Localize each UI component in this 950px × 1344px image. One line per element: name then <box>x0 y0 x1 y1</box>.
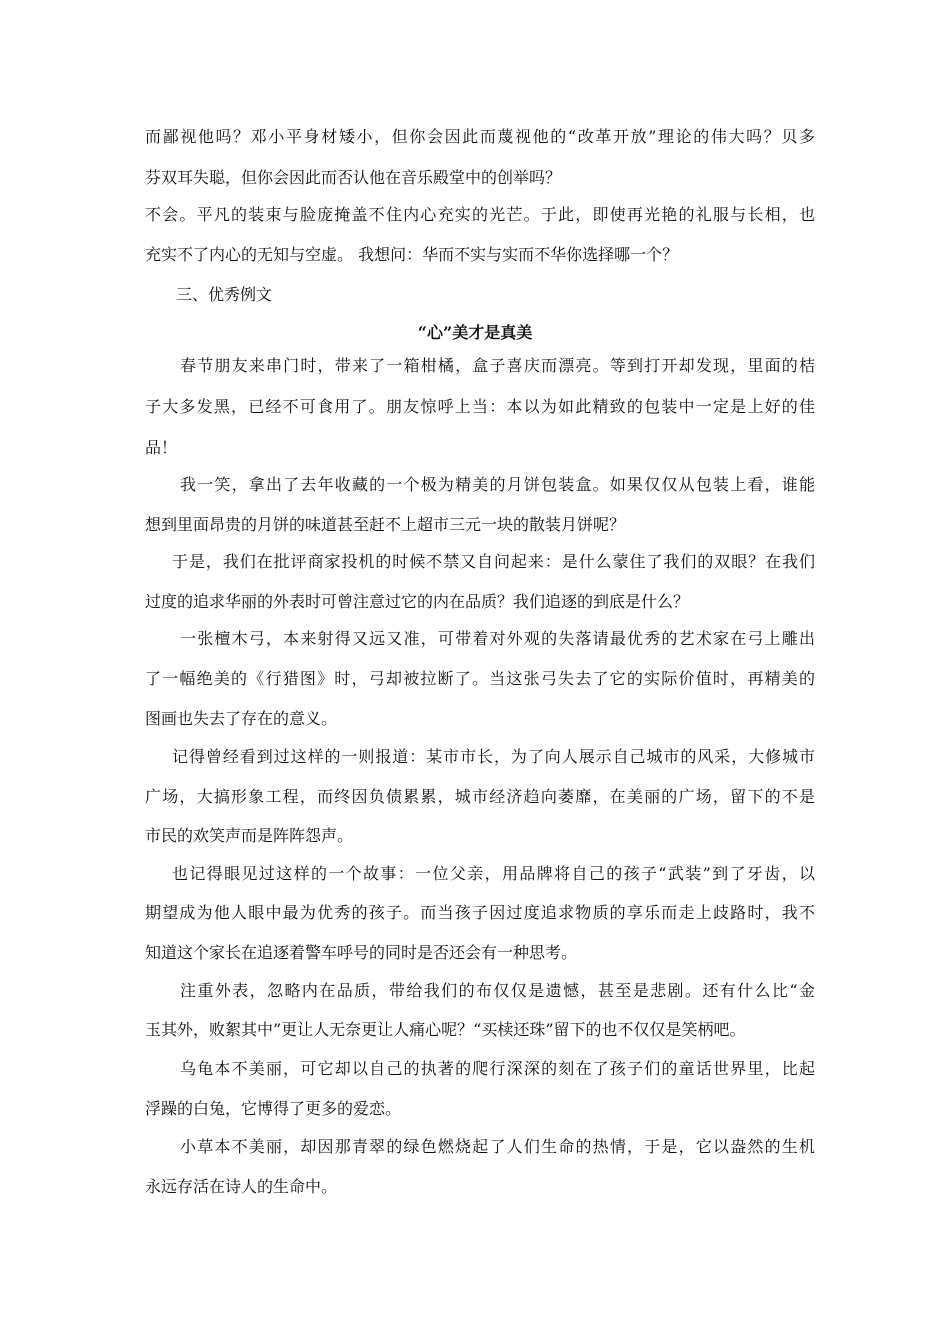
essay-line-11: 记得曾经看到过这样的一则报道：某市市长，为了向人展示自己城市的风采，大修城市 <box>172 747 815 766</box>
essay-line-18: 玉其外，败絮其中”更让人无奈更让人痛心呢？“买椟还珠”留下的也不仅仅是笑柄吧。 <box>145 1020 746 1039</box>
essay-line-12: 广场，大搞形象工程，而终因负债累累，城市经济趋向萎靡，在美丽的广场，留下的不是 <box>145 787 815 806</box>
essay-line-16: 知道这个家长在追逐着警车呼号的同时是否还会有一种思考。 <box>145 943 578 962</box>
essay-line-21: 小草本不美丽，却因那青翠的绿色燃烧起了人们生命的热情，于是，它以盎然的生机 <box>180 1137 815 1156</box>
intro-line-3: 不会。平凡的装束与脸庞掩盖不住内心充实的光芒。于此，即使再光艳的礼服与长相，也 <box>145 205 815 224</box>
essay-line-14: 也记得眼见过这样的一个故事：一位父亲，用品牌将自己的孩子“武装”到了牙齿，以 <box>172 864 815 883</box>
intro-line-4: 充实不了内心的无知与空虚。 我想问：华而不实与实而不华你选择哪一个？ <box>145 245 679 264</box>
essay-line-1: 春节朋友来串门时，带来了一箱柑橘，盒子喜庆而漂亮。等到打开却发现，里面的桔 <box>180 356 815 375</box>
essay-line-3: 品！ <box>145 438 178 457</box>
essay-line-20: 浮躁的白兔，它博得了更多的爱恋。 <box>145 1099 402 1118</box>
essay-line-8: 一张檀木弓，本来射得又远又准，可带着对外观的失落请最优秀的艺术家在弓上雕出 <box>180 629 815 648</box>
essay-line-5: 想到里面昂贵的月饼的味道甚至赶不上超市三元一块的散装月饼呢？ <box>145 515 626 534</box>
essay-line-19: 乌龟本不美丽，可它却以自己的执著的爬行深深的刻在了孩子们的童话世界里，比起 <box>180 1059 815 1078</box>
essay-line-15: 期望成为他人眼中最为优秀的孩子。而当孩子因过度追求物质的享乐而走上歧路时，我不 <box>145 903 815 922</box>
section-heading: 三、优秀例文 <box>176 285 273 304</box>
intro-line-2: 芬双耳失聪，但你会因此而否认他在音乐殿堂中的创举吗？ <box>145 168 562 187</box>
essay-title: “心”美才是真美 <box>417 323 533 342</box>
essay-line-17: 注重外表，忽略内在品质，带给我们的布仅仅是遗憾，甚至是悲剧。还有什么比“金 <box>180 981 815 1000</box>
essay-line-22: 永远存活在诗人的生命中。 <box>145 1177 338 1196</box>
essay-line-6: 于是，我们在批评商家投机的时候不禁又自问起来：是什么蒙住了我们的双眼？在我们 <box>172 552 815 571</box>
essay-line-4: 我一笑，拿出了去年收藏的一个极为精美的月饼包装盒。如果仅仅从包装上看，谁能 <box>180 475 815 494</box>
essay-line-10: 图画也失去了存在的意义。 <box>145 709 338 728</box>
intro-line-1: 而鄙视他吗？邓小平身材矮小，但你会因此而蔑视他的“改革开放”理论的伟大吗？贝多 <box>145 127 815 146</box>
essay-line-7: 过度的追求华丽的外表时可曾注意过它的内在品质？我们追逐的到底是什么？ <box>145 592 690 611</box>
essay-line-13: 市民的欢笑声而是阵阵怨声。 <box>145 826 354 845</box>
essay-line-9: 了一幅绝美的《行猎图》时，弓却被拉断了。当这张弓失去了它的实际价值时，再精美的 <box>145 669 815 688</box>
essay-line-2: 子大多发黑，已经不可食用了。朋友惊呼上当：本以为如此精致的包装中一定是上好的佳 <box>145 397 815 416</box>
